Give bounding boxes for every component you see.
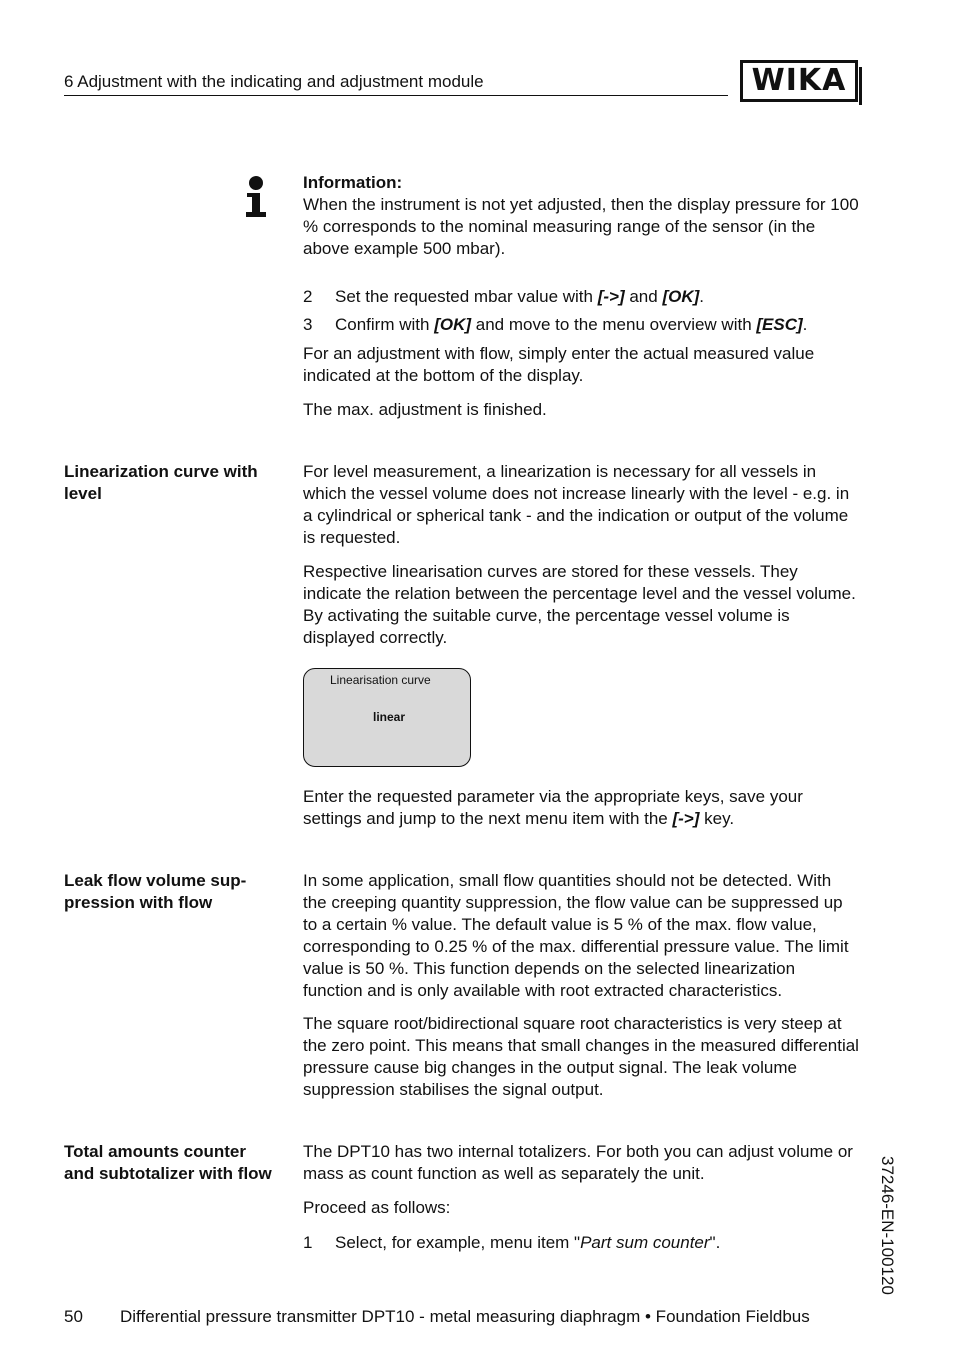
section-title: 6 Adjustment with the indicating and adjustment module <box>64 72 484 91</box>
leakflow-p2: The square root/bidirectional square root characteristics is very steep at the zero point. This means that small changes in the measured differential pressure cause big changes in the output signal. The leak volume suppression stabilises the signal output. <box>303 1014 859 1099</box>
heading-leak-flow: Leak flow volume sup-pression with flow <box>64 871 247 912</box>
key-label: [->] <box>597 287 625 306</box>
paragraph-max-finished: The max. adjustment is finished. <box>303 400 547 419</box>
heading-totalizer: Total amounts counter and subtotalizer with flow <box>64 1142 272 1183</box>
totalizer-p1: The DPT10 has two internal totalizers. For both you can adjust volume or mass as count function as well as separately the unit. <box>303 1142 853 1183</box>
linearization-p3: Enter the requested parameter via the appropriate keys, save your settings and jump to the next menu item with the [->] key. <box>303 787 803 828</box>
display-screen <box>303 668 471 767</box>
key-label: [ESC] <box>756 315 803 334</box>
info-text: When the instrument is not yet adjusted, then the display pressure for 100 % corresponds to the nominal measuring range of the sensor (in the above example 500 mbar). <box>303 195 859 258</box>
paragraph-flow: For an adjustment with flow, simply enter the actual measured value indicated at the bottom of the display. <box>303 344 815 385</box>
linearization-p1: For level measurement, a linearization is necessary for all vessels in which the vessel volume does not increase linearly with the level - e.g. in a cylindrical or spherical tank - and the indication or output of the volume is requested. <box>303 462 850 547</box>
linearization-p2: Respective linearisation curves are stored for these vessels. They indicate the relation between the percentage level and the vessel volume. By activating the suitable curve, the percentage vessel volume is displayed correctly. <box>303 562 856 647</box>
info-icon <box>245 176 267 218</box>
totalizer-p2: Proceed as follows: <box>303 1198 451 1217</box>
step-number: 2 <box>303 287 313 306</box>
step-2: 2 Set the requested mbar value with [->] and [OK]. <box>303 287 704 306</box>
step-number: 3 <box>303 315 313 334</box>
leakflow-p1: In some application, small flow quantities should not be detected. With the creeping quantity suppression, the flow value can be suppressed up to a certain % value. The default value is 5 % of the max. flow value, corresponding to 0.25 % of the max. differential pressure value. The limit value is 50 %. This function depends on the selected linearization function and is only available with root extracted characteristics. <box>303 871 849 1000</box>
info-title: Information: <box>303 173 403 192</box>
logo-text: WIKA <box>751 63 847 98</box>
wika-logo <box>740 60 858 102</box>
menu-item-name: Part sum counter <box>580 1233 710 1252</box>
totalizer-step-1: 1 Select, for example, menu item "Part sum counter". <box>303 1233 721 1252</box>
heading-linearization: Linearization curve with level <box>64 462 258 503</box>
key-label: [OK] <box>662 287 700 306</box>
footer-title: Differential pressure transmitter DPT10 - metal measuring diaphragm • Foundation Fieldbus <box>120 1307 810 1326</box>
step-number: 1 <box>303 1233 313 1252</box>
page-number: 50 <box>64 1307 83 1326</box>
display-title: Linearisation curve <box>330 673 431 687</box>
display-value: linear <box>372 710 405 724</box>
step-3: 3 Confirm with [OK] and move to the menu overview with [ESC]. <box>303 315 808 334</box>
key-label: [->] <box>672 809 700 828</box>
info-note <box>303 172 859 260</box>
document-code: 37246-EN-100120 <box>878 1156 897 1295</box>
key-label: [OK] <box>434 315 472 334</box>
page-header <box>64 70 728 96</box>
